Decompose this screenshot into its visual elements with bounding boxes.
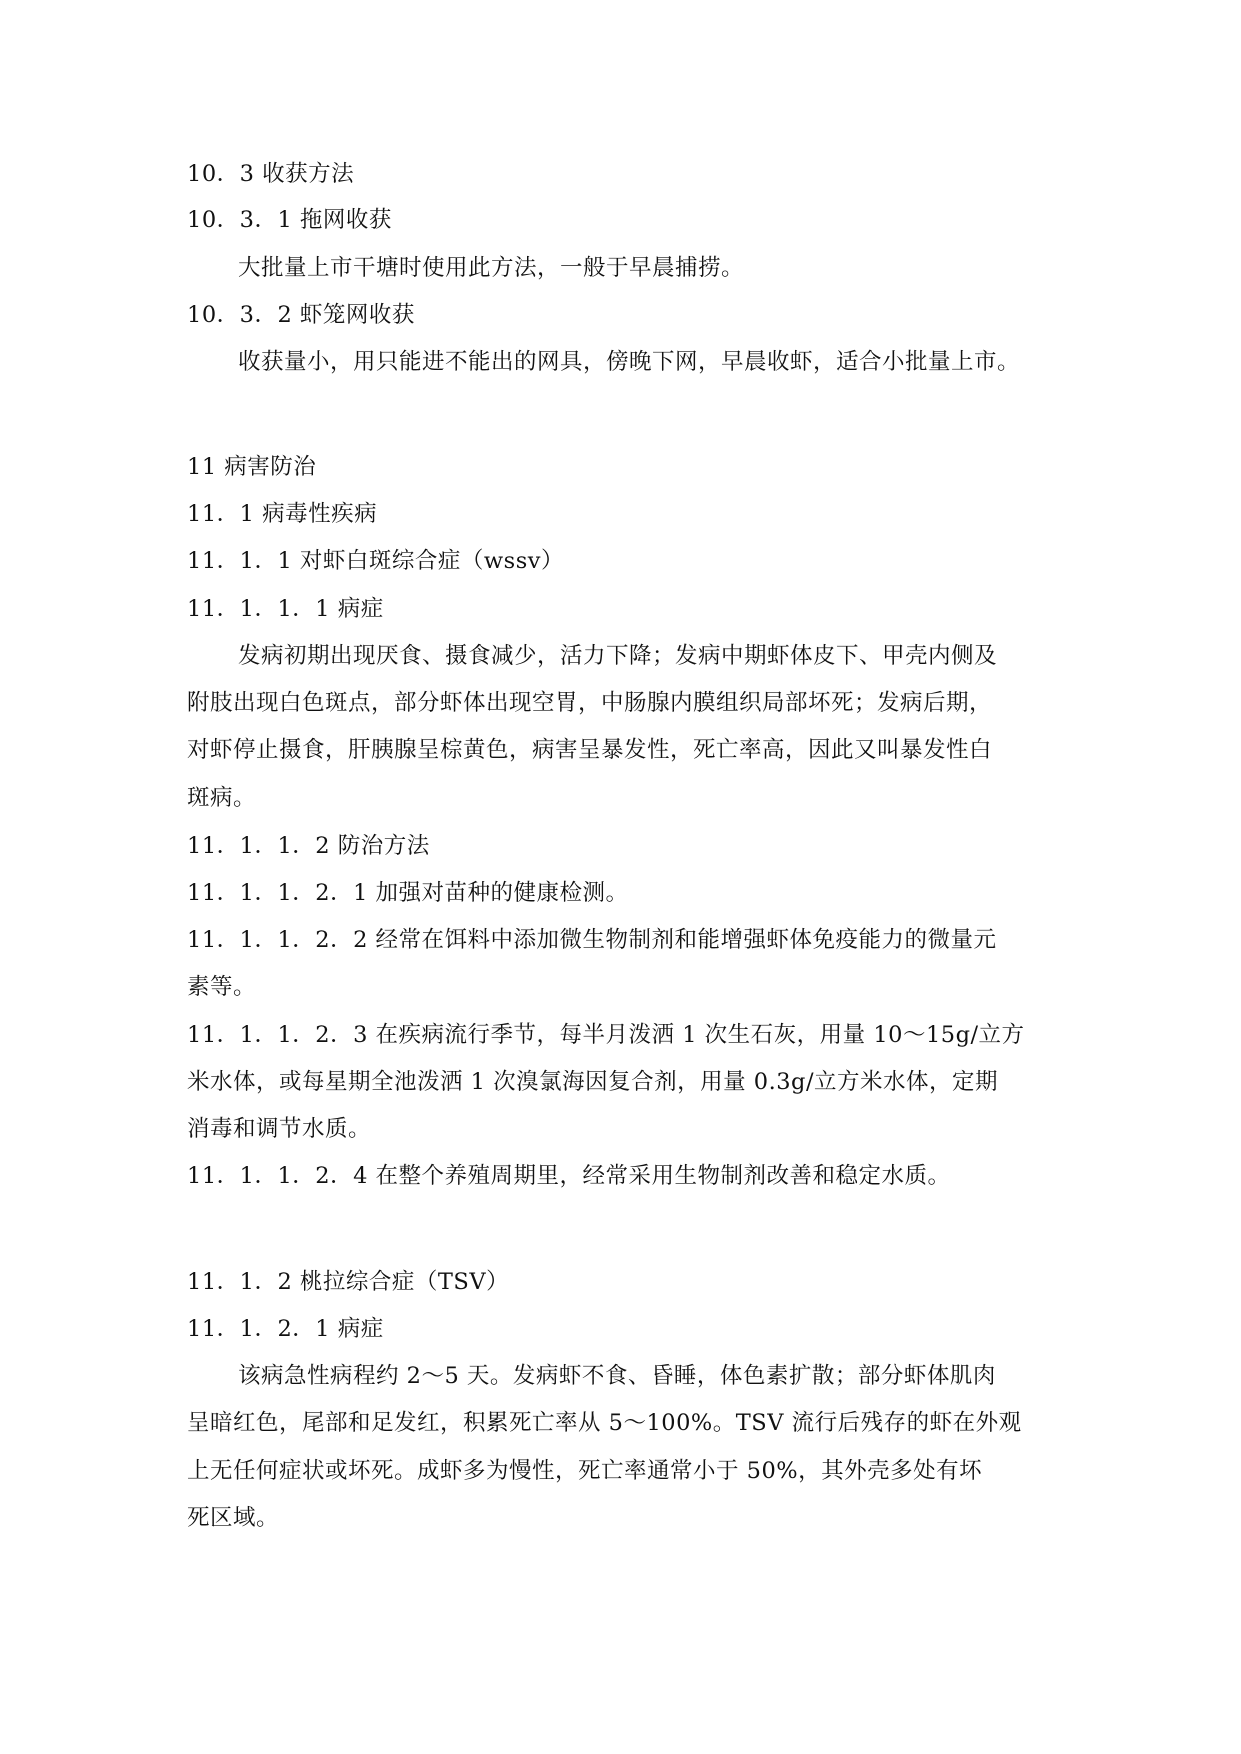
paragraph-line: 发病初期出现厌食、摄食减少，活力下降；发病中期虾体皮下、甲壳内侧及: [238, 643, 998, 669]
paragraph-line: 呈暗红色，尾部和足发红，积累死亡率从 5～100%。TSV 流行后残存的虾在外观: [187, 1410, 1022, 1436]
paragraph-line: 斑病。: [187, 785, 257, 811]
list-item: 11．1．1．2．1 加强对苗种的健康检测。: [187, 880, 629, 906]
heading-11-1: 11．1 病毒性疾病: [187, 501, 378, 527]
list-item: 11．1．1．2．2 经常在饵料中添加微生物制剂和能增强虾体免疫能力的微量元: [187, 927, 997, 953]
heading-11-1-2: 11．1．2 桃拉综合症（TSV）: [187, 1269, 510, 1295]
heading-11-1-1-2: 11．1．1．2 防治方法: [187, 833, 430, 859]
paragraph-line: 对虾停止摄食，肝胰腺呈棕黄色，病害呈暴发性，死亡率高，因此又叫暴发性白: [187, 737, 993, 763]
heading-11-1-2-1: 11．1．2．1 病症: [187, 1316, 384, 1342]
list-item-continuation: 素等。: [187, 974, 257, 1000]
paragraph-line: 上无任何症状或坏死。成虾多为慢性，死亡率通常小于 50%，其外壳多处有坏: [187, 1458, 983, 1484]
list-item: 11．1．1．2．4 在整个养殖周期里，经常采用生物制剂改善和稳定水质。: [187, 1163, 951, 1189]
paragraph-line: 该病急性病程约 2～5 天。发病虾不食、昏睡，体色素扩散；部分虾体肌肉: [238, 1363, 996, 1389]
list-item: 11．1．1．2．3 在疾病流行季节，每半月泼洒 1 次生石灰，用量 10～15g/立方: [187, 1022, 1025, 1048]
list-item-continuation: 消毒和调节水质。: [187, 1116, 372, 1142]
heading-11-1-1-1: 11．1．1．1 病症: [187, 596, 384, 622]
paragraph-line: 收获量小，用只能进不能出的网具，傍晚下网，早晨收虾，适合小批量上市。: [238, 349, 1021, 375]
list-item-continuation: 米水体，或每星期全池泼洒 1 次溴氯海因复合剂，用量 0.3g/立方米水体，定期: [187, 1069, 999, 1095]
heading-10-3-1: 10．3．1 拖网收获: [187, 207, 392, 233]
paragraph-line: 附肢出现白色斑点，部分虾体出现空胃，中肠腺内膜组织局部坏死；发病后期，: [187, 690, 993, 716]
heading-11: 11 病害防治: [187, 454, 317, 480]
paragraph-line: 大批量上市干塘时使用此方法，一般于早晨捕捞。: [238, 255, 745, 281]
heading-10-3: 10．3 收获方法: [187, 161, 355, 187]
heading-10-3-2: 10．3．2 虾笼网收获: [187, 302, 415, 328]
paragraph-line: 死区域。: [187, 1505, 280, 1531]
heading-11-1-1: 11．1．1 对虾白斑综合症（wssv）: [187, 548, 564, 574]
